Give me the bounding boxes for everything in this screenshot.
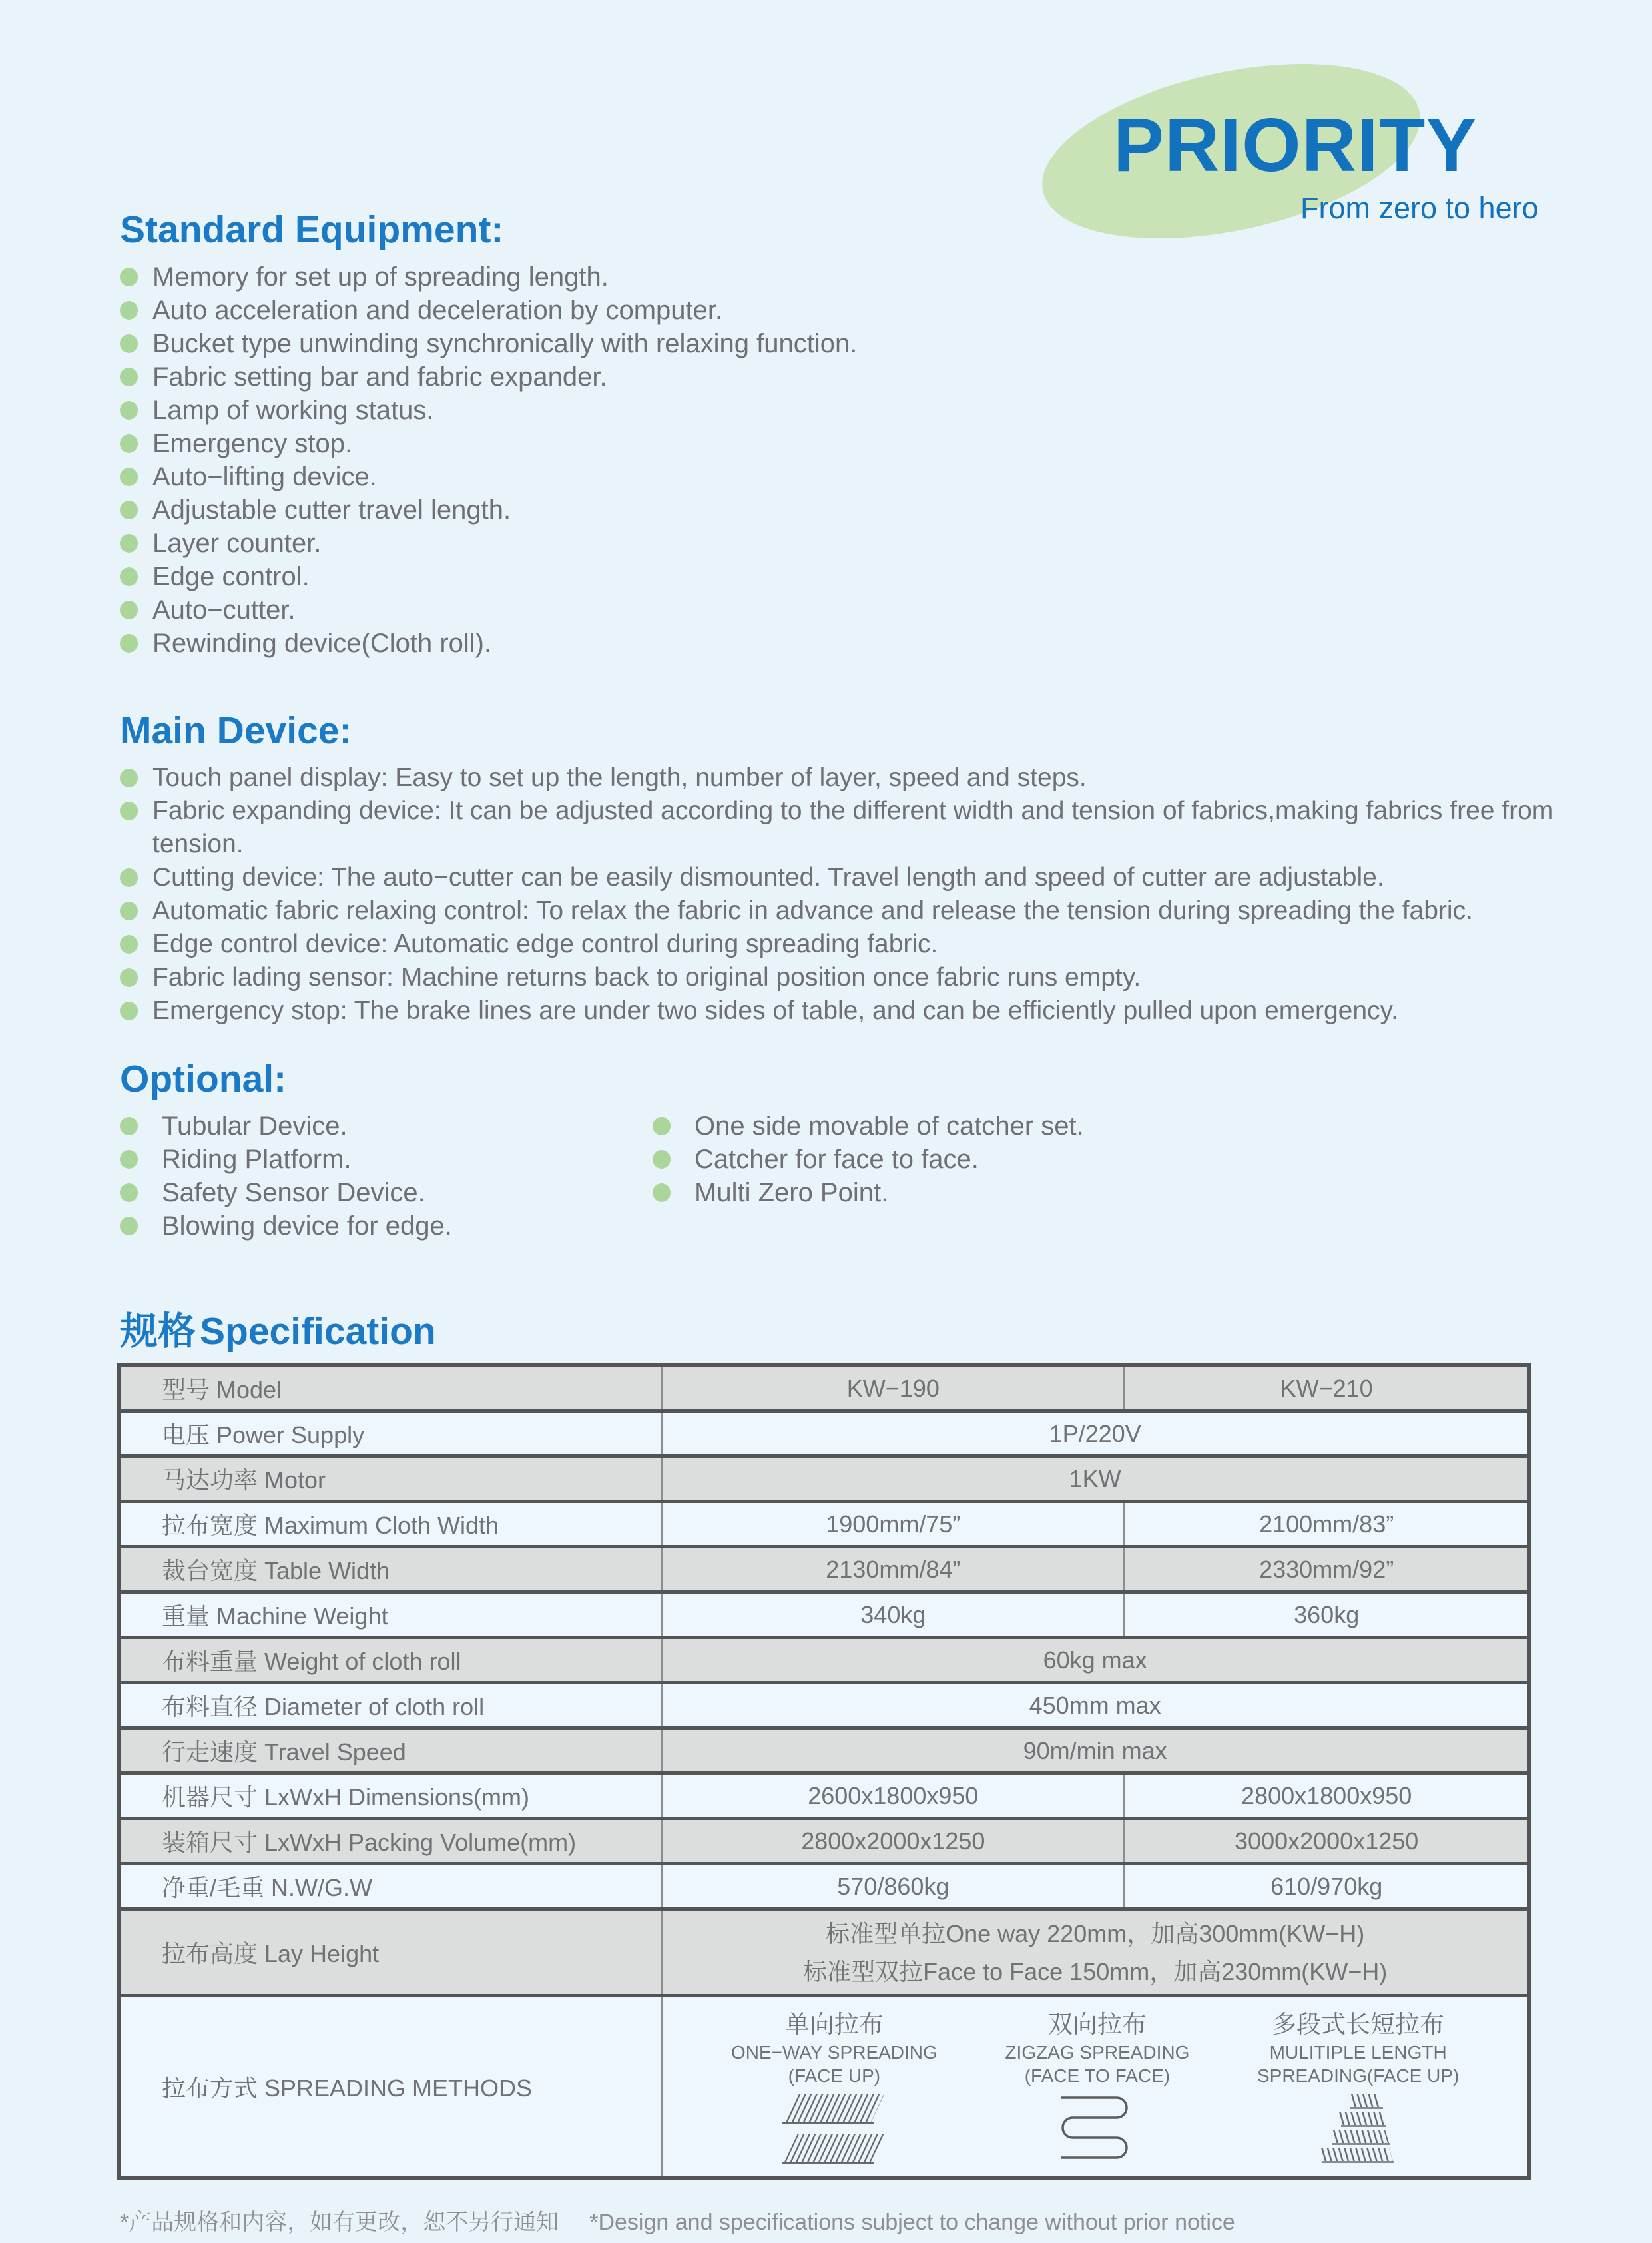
- bullet-icon: [120, 634, 138, 653]
- spec-row-label: 裁台宽度 Table Width: [119, 1547, 662, 1592]
- list-item: Emergency stop: The brake lines are under two sides of table, and can be efficiently pulled upon emergency.: [120, 994, 1555, 1028]
- spec-value: 2130mm/84”: [662, 1547, 1125, 1592]
- optional-heading: Optional:: [120, 1058, 287, 1100]
- optional-right-list: [653, 1110, 1555, 1243]
- bullet-icon: [120, 334, 138, 353]
- list-item: Edge control.: [120, 560, 1555, 593]
- spec-row-label: 电压 Power Supply: [119, 1411, 662, 1456]
- bullet-icon: [120, 501, 138, 519]
- bullet-icon: [120, 902, 138, 920]
- list-item: Lamp of working status.: [120, 394, 1555, 427]
- bullet-icon: [120, 1002, 138, 1020]
- bullet-icon: [120, 868, 138, 887]
- method-multiple-length: 多段式长短拉布 MULITIPLE LENGTH SPREADING(FACE UP): [1257, 2005, 1459, 2168]
- spec-row-label: 布料重量 Weight of cloth roll: [119, 1638, 662, 1683]
- spec-row-label: 净重/毛重 N.W/G.W: [119, 1864, 662, 1909]
- footer-note-en: *Design and specifications subject to change without prior notice: [589, 2210, 1235, 2235]
- spec-value: 2600x1800x950: [662, 1773, 1125, 1819]
- bullet-icon: [120, 935, 138, 954]
- list-item: Bucket type unwinding synchronically with relaxing function.: [120, 327, 1555, 360]
- spec-value: 570/860kg: [662, 1864, 1125, 1909]
- spec-row-label: 拉布宽度 Maximum Cloth Width: [119, 1502, 662, 1547]
- bullet-icon: [120, 301, 138, 320]
- spec-row-label: 布料直径 Diameter of cloth roll: [119, 1683, 662, 1728]
- table-row: [119, 1819, 1529, 1864]
- bullet-icon: [120, 567, 138, 586]
- bullet-icon: [120, 268, 138, 286]
- spec-value: 1KW: [662, 1456, 1529, 1502]
- multiple-length-spreading-icon: [1257, 2094, 1459, 2168]
- list-item: Touch panel display: Easy to set up the length, number of layer, speed and steps.: [120, 761, 1555, 795]
- main-device-list: [120, 761, 1555, 1028]
- spec-row-label: 拉布方式 SPREADING METHODS: [119, 1996, 662, 2178]
- bullet-icon: [120, 769, 138, 787]
- table-row: [119, 1683, 1529, 1728]
- bullet-icon: [120, 1117, 138, 1135]
- list-item: One side movable of catcher set.: [653, 1110, 1555, 1143]
- spec-row-label: 装箱尺寸 LxWxH Packing Volume(mm): [119, 1819, 662, 1864]
- spec-value: 2800x2000x1250: [662, 1819, 1125, 1864]
- optional-columns: [120, 1102, 1555, 1243]
- table-row: [119, 1864, 1529, 1909]
- table-row: [119, 1592, 1529, 1638]
- bullet-icon: [120, 968, 138, 987]
- spec-value: 360kg: [1125, 1592, 1529, 1638]
- spec-value: [662, 1909, 1529, 1996]
- list-item: Catcher for face to face.: [653, 1143, 1555, 1176]
- table-row-spreading-methods: [119, 1996, 1529, 2178]
- table-row: [119, 1728, 1529, 1773]
- bullet-icon: [120, 601, 138, 619]
- spec-row-label: 型号 Model: [119, 1365, 662, 1411]
- spec-row-label: 行走速度 Travel Speed: [119, 1728, 662, 1773]
- list-item: Fabric lading sensor: Machine returns back to original position once fabric runs empty.: [120, 961, 1555, 994]
- method-zigzag: 双向拉布 ZIGZAG SPREADING (FACE TO FACE): [1005, 2005, 1189, 2168]
- list-item: Cutting device: The auto−cutter can be easily dismounted. Travel length and speed of cutter are adjustable.: [120, 861, 1555, 894]
- list-item: Rewinding device(Cloth roll).: [120, 627, 1555, 660]
- list-item: Auto acceleration and deceleration by computer.: [120, 294, 1555, 327]
- spec-row-label: 机器尺寸 LxWxH Dimensions(mm): [119, 1773, 662, 1819]
- bullet-icon: [120, 401, 138, 420]
- table-row: [119, 1773, 1529, 1819]
- table-row: [119, 1456, 1529, 1502]
- spec-value: 3000x2000x1250: [1125, 1819, 1529, 1864]
- bullet-icon: [120, 534, 138, 553]
- table-row: [119, 1502, 1529, 1547]
- spec-value: 90m/min max: [662, 1728, 1529, 1773]
- list-item: Multi Zero Point.: [653, 1176, 1555, 1209]
- bullet-icon: [653, 1117, 671, 1135]
- one-way-spreading-icon: [731, 2094, 938, 2168]
- list-item: Layer counter.: [120, 527, 1555, 560]
- bullet-icon: [120, 1217, 138, 1235]
- main-device-heading: Main Device:: [120, 709, 352, 752]
- spec-value: 2330mm/92”: [1125, 1547, 1529, 1592]
- spreading-methods-cell: [662, 1996, 1529, 2178]
- table-row-lay-height: [119, 1909, 1529, 1996]
- bullet-icon: [653, 1150, 671, 1169]
- list-item: Edge control device: Automatic edge control during spreading fabric.: [120, 928, 1555, 961]
- zigzag-spreading-icon: [1005, 2094, 1189, 2168]
- spec-row-label: 拉布高度 Lay Height: [119, 1909, 662, 1996]
- spec-value: 450mm max: [662, 1683, 1529, 1728]
- list-item: Riding Platform.: [120, 1143, 653, 1176]
- spec-value: 610/970kg: [1125, 1864, 1529, 1909]
- list-item: Fabric expanding device: It can be adjusted according to the different width and tension of fabrics,making fabrics free from tension.: [120, 795, 1555, 861]
- spec-value: 1P/220V: [662, 1411, 1529, 1456]
- standard-equipment-heading: Standard Equipment:: [120, 208, 504, 251]
- specification-heading-en: Specification: [200, 1310, 436, 1353]
- bullet-icon: [120, 1183, 138, 1202]
- spec-value: 2800x1800x950: [1125, 1773, 1529, 1819]
- lay-height-line: 标准型单拉One way 220mm，加高300mm(KW−H): [826, 1919, 1365, 1947]
- specification-heading: [120, 1309, 1555, 1354]
- bullet-icon: [120, 802, 138, 820]
- list-item: Safety Sensor Device.: [120, 1176, 653, 1209]
- specification-table: [117, 1363, 1531, 2180]
- list-item: Emergency stop.: [120, 427, 1555, 460]
- bullet-icon: [120, 468, 138, 486]
- list-item: Auto−cutter.: [120, 593, 1555, 627]
- standard-equipment-list: [120, 260, 1555, 660]
- bullet-icon: [653, 1183, 671, 1202]
- table-row: [119, 1547, 1529, 1592]
- spec-value: 60kg max: [662, 1638, 1529, 1683]
- list-item: Auto−lifting device.: [120, 460, 1555, 493]
- bullet-icon: [120, 1150, 138, 1169]
- brand-name: PRIORITY: [1113, 103, 1478, 188]
- spec-row-label: 重量 Machine Weight: [119, 1592, 662, 1638]
- footer-note: [120, 2204, 1555, 2236]
- table-row: [119, 1411, 1529, 1456]
- table-row: [119, 1365, 1529, 1411]
- specification-heading-cn: 规格: [120, 1310, 196, 1353]
- list-item: Fabric setting bar and fabric expander.: [120, 360, 1555, 394]
- lay-height-line: 标准型双拉Face to Face 150mm，加高230mm(KW−H): [803, 1957, 1388, 1985]
- list-item: Memory for set up of spreading length.: [120, 260, 1555, 294]
- footer-note-cn: *产品规格和内容，如有更改，恕不另行通知: [120, 2210, 559, 2235]
- list-item: Tubular Device.: [120, 1110, 653, 1143]
- spec-value: 2100mm/83”: [1125, 1502, 1529, 1547]
- table-row: [119, 1638, 1529, 1683]
- list-item: Blowing device for edge.: [120, 1209, 653, 1243]
- bullet-icon: [120, 434, 138, 453]
- method-one-way: 单向拉布 ONE−WAY SPREADING (FACE UP): [731, 2005, 938, 2168]
- spec-row-label: 马达功率 Motor: [119, 1456, 662, 1502]
- list-item: Adjustable cutter travel length.: [120, 493, 1555, 527]
- spec-value: 1900mm/75”: [662, 1502, 1125, 1547]
- optional-left-list: [120, 1110, 653, 1243]
- spec-value: 340kg: [662, 1592, 1125, 1638]
- spec-value: KW−190: [662, 1365, 1125, 1411]
- spec-value: KW−210: [1125, 1365, 1529, 1411]
- list-item: Automatic fabric relaxing control: To relax the fabric in advance and release the tension during spreading the fabric.: [120, 894, 1555, 928]
- bullet-icon: [120, 368, 138, 386]
- brand-tagline: From zero to hero: [1300, 191, 1539, 225]
